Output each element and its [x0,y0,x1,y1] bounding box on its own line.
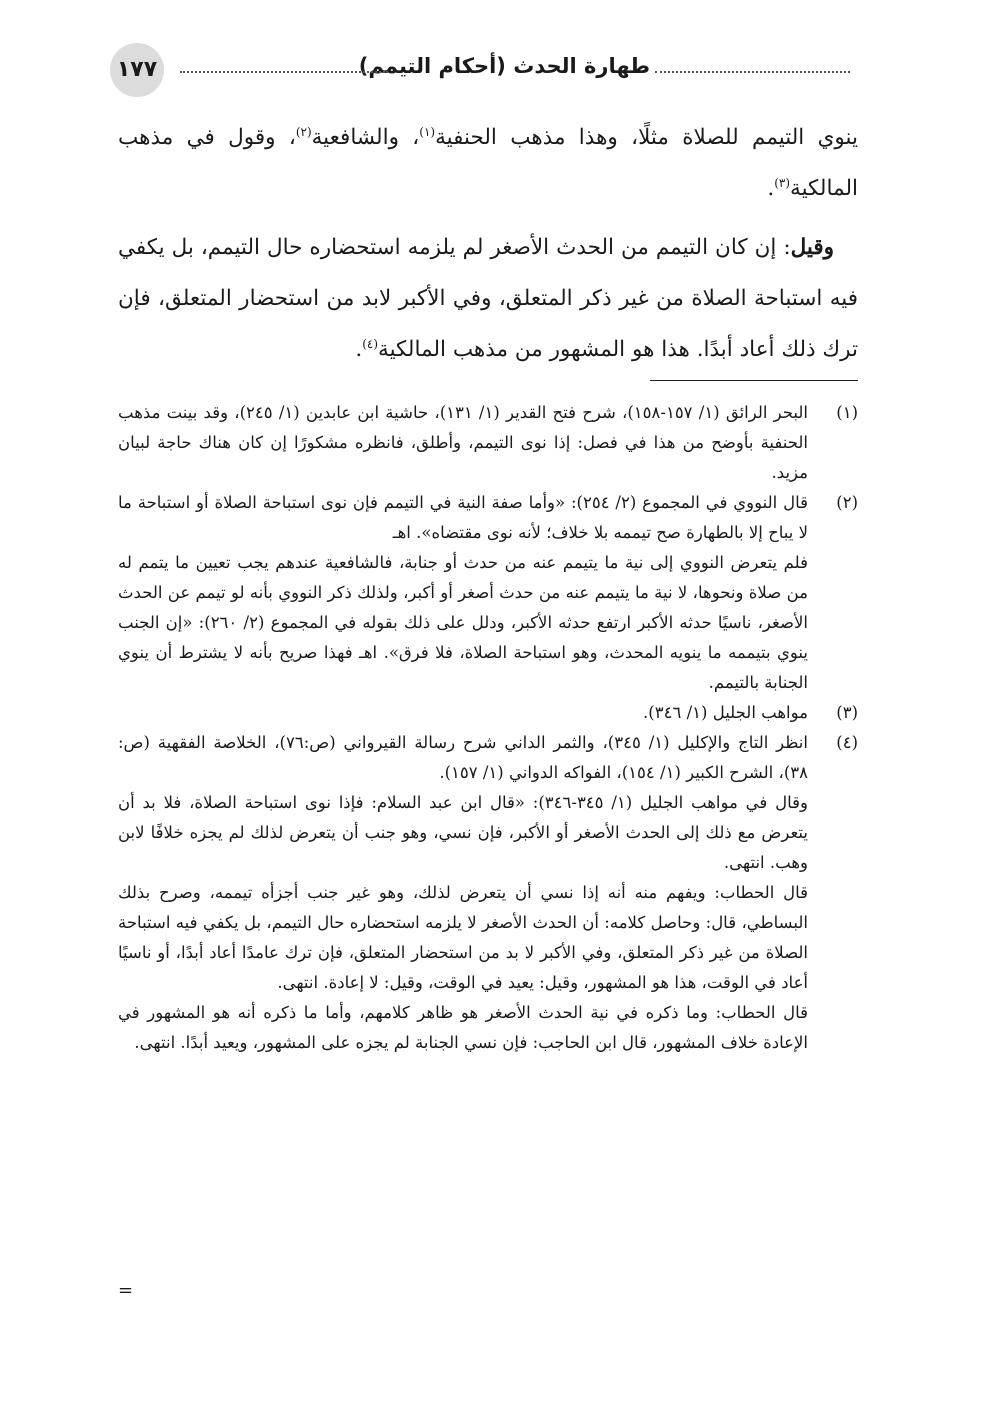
footnote-2 [118,488,858,698]
footnote-text: وقال في مواهب الجليل (١/ ٣٤٥-٣٤٦): «قال ابن عبد السلام: فإذا نوى استباحة الصلاة، فلا بد أن يتعرض مع ذلك إلى الحدث الأصغر أو الأكبر، فإن نسي، وهو جنب أن يتعرض لذلك لم يجزه خلافًا لابن وهب. انتهى. [118,793,808,872]
footnote-3 [118,698,858,728]
lead-word: وقيل [790,235,834,260]
footnote-text: قال الحطاب: ويفهم منه أنه إذا نسي أن يتعرض لذلك، وهو غير جنب أجزأه تيممه، وصرح بذلك البساطي، قال: وحاصل كلامه: أن الحدث الأصغر لا يلزمه استحضاره حال التيمم، بل يكفي فيه استباحة الصلاة من غير ذكر المتعلق، وفي الأكبر لا بد من استحضار المتعلق، فإن ترك عامدًا أعاد أبدًا، أو ناسيًا أعاد في الوقت، هذا هو المشهور، وقيل: يعيد في الوقت، وقيل: لا إعادة. انتهى. [118,883,808,992]
footnote-text: قال النووي في المجموع (٢/ ٢٥٤): «وأما صفة النية في التيمم فإن نوى استباحة الصلاة أو استباحة ما لا يباح إلا بالطهارة صح تيممه بلا خلاف؛ لأنه نوى مقتضاه». اهـ [118,493,808,542]
header-dotted-rule [655,71,850,73]
page-number: ١٧٧ [110,43,164,97]
footnotes [118,398,858,1058]
footnote-ref: (١) [419,124,436,139]
header-dotted-rule [180,71,388,73]
footnote-text: البحر الرائق (١/ ١٥٧-١٥٨)، شرح فتح القدير (١/ ١٣١)، حاشية ابن عابدين (١/ ٢٤٥)، وقد بينت مذهب الحنفية بأوضح من هذا في فصل: إذا نوى التيمم، وأطلق، فانظره مشكورًا إن كان هناك حاجة لبيان مزيد. [118,403,809,482]
text-run: . [767,176,775,201]
footnote-number: (٢) [836,493,858,512]
footnote-number: (٣) [836,703,858,722]
text-run: ، والشافعية [311,125,420,150]
footnote-text: قال الحطاب: وما ذكره في نية الحدث الأصغر هو ظاهر كلامهم، وأما ما ذكره أنه هو المشهور في الإعادة خلاف المشهور، قال ابن الحاجب: فإن نسي الجنابة لم يجزه على المشهور، ويعيد أبدًا. انتهى. [118,1003,808,1052]
footnote-text: فلم يتعرض النووي إلى نية ما يتيمم عنه من حدث أو جنابة، فالشافعية عندهم يجب تعيين ما يتمم له من صلاة ونحوها، لا نية ما يتيمم عنه من حدث أصغر أو أكبر، ولذلك ذكر النووي بأنه لو تيمم عن الحدث الأصغر، ناسيًا حدثه الأكبر ارتفع حدثه الأكبر، ودلل على ذلك بقوله في المجموع (٢/ ٢٦٠): «إن الجنب ينوي بتيممه ما ينويه المحدث، وهو استباحة الصلاة، فلا فرق». اهـ فهذا صريح بأنه لا يشترط أن ينوي الجنابة بالتيمم. [118,553,808,692]
text-run: ينوي التيمم للصلاة مثلًا، وهذا مذهب الحنفية [435,125,859,150]
footnote-ref: (٣) [774,175,791,190]
continuation-mark: = [118,1280,134,1301]
main-paragraph [118,222,858,375]
footnote-ref: (٤) [362,336,379,351]
footnote-number: (١) [836,403,858,422]
footnote-text: مواهب الجليل (١/ ٣٤٦). [643,703,808,722]
footnote-separator [650,380,858,381]
text-run: : إن كان التيمم من الحدث الأصغر لم يلزمه استحضاره حال التيمم، بل يكفي فيه استباحة الصلاة من غير ذكر المتعلق، وفي الأكبر لابد من استحضار المتعلق، فإن ترك ذلك أعاد أبدًا. هذا هو المشهور من مذهب المالكية [118,235,858,362]
text-run: ، وقول في مذهب المالكية [118,125,858,201]
footnote-number: (٤) [836,733,858,752]
footnote-ref: (٢) [295,124,312,139]
running-header [110,40,850,100]
main-text [118,112,858,375]
footnote-text: انظر التاج والإكليل (١/ ٣٤٥)، والثمر الداني شرح رسالة القيرواني (ص:٧٦)، الخلاصة الفقهية (ص: ٣٨)، الشرح الكبير (١/ ١٥٤)، الفواكه الدواني (١/ ١٥٧). [118,733,808,782]
chapter-title: طهارة الحدث (أحكام التيمم) [358,54,650,78]
main-paragraph [118,112,858,214]
footnote-1 [118,398,858,488]
footnote-4 [118,728,858,1058]
text-run: . [355,337,363,362]
